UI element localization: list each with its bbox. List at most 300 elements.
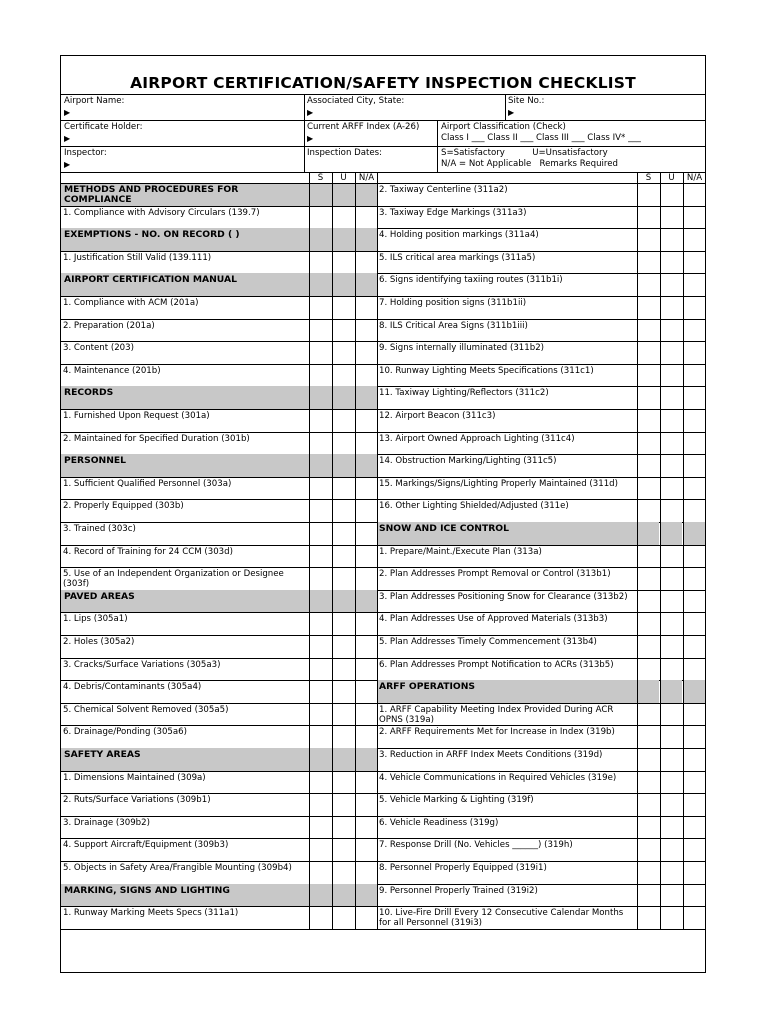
rating-box-s[interactable] bbox=[637, 454, 659, 477]
rating-box-s[interactable] bbox=[637, 477, 659, 500]
rating-box-s bbox=[309, 183, 332, 206]
checklist-item bbox=[61, 522, 309, 545]
item-label: 5. Chemical Solvent Removed (305a5) bbox=[63, 704, 229, 715]
section-title: PERSONNEL bbox=[64, 455, 127, 467]
rating-box-u[interactable] bbox=[660, 884, 682, 907]
rating-box-na[interactable] bbox=[683, 658, 705, 681]
rating-box-s[interactable] bbox=[309, 364, 332, 387]
section-title: SAFETY AREAS bbox=[64, 749, 141, 760]
classification-options: Class I ___ Class II ___ Class III ___ Class IV* ___ bbox=[441, 133, 641, 143]
row-rule bbox=[377, 183, 705, 184]
rating-box-na[interactable] bbox=[355, 296, 378, 319]
rating-box-u bbox=[332, 590, 355, 613]
inspection-checklist-form bbox=[60, 55, 706, 973]
rating-box-na[interactable] bbox=[355, 838, 378, 861]
arrow-icon: ▶ bbox=[64, 108, 71, 117]
rating-box-s[interactable] bbox=[637, 251, 659, 274]
rating-box-u[interactable] bbox=[332, 545, 355, 568]
checklist-item bbox=[61, 906, 309, 929]
rating-box-u[interactable] bbox=[660, 748, 682, 771]
rating-box-u[interactable] bbox=[332, 567, 355, 590]
item-label: 3. Cracks/Surface Variations (305a3) bbox=[63, 659, 221, 670]
checklist-item bbox=[377, 273, 637, 296]
item-label: 8. Personnel Properly Equipped (319i1) bbox=[379, 863, 547, 873]
rating-box-s[interactable] bbox=[637, 341, 659, 364]
rating-box-na[interactable] bbox=[355, 477, 378, 500]
header-divider bbox=[437, 120, 438, 172]
rating-box-na[interactable] bbox=[683, 499, 705, 522]
rating-box-s[interactable] bbox=[309, 612, 332, 635]
header-divider bbox=[505, 94, 506, 120]
checklist-item bbox=[61, 612, 309, 635]
checklist-item bbox=[377, 658, 637, 681]
row-rule bbox=[377, 929, 705, 930]
rating-box-na[interactable] bbox=[683, 771, 705, 794]
rating-box-u[interactable] bbox=[660, 703, 682, 726]
rating-box-u[interactable] bbox=[660, 273, 682, 296]
checklist-item bbox=[61, 432, 309, 455]
rating-box-s[interactable] bbox=[637, 386, 659, 409]
item-label: 5. Use of an Independent Organization or Designee (303f) bbox=[63, 569, 284, 590]
rating-box-s[interactable] bbox=[637, 567, 659, 590]
rating-box-u[interactable] bbox=[332, 364, 355, 387]
rating-box-u[interactable] bbox=[332, 816, 355, 839]
item-label: 4. Record of Training for 24 CCM (303d) bbox=[63, 546, 233, 557]
checklist-item bbox=[377, 183, 637, 206]
rating-box-na[interactable] bbox=[683, 319, 705, 342]
rating-box-na[interactable] bbox=[683, 206, 705, 229]
rating-box-u[interactable] bbox=[660, 477, 682, 500]
item-label: 4. Debris/Contaminants (305a4) bbox=[63, 682, 202, 693]
rating-box-u[interactable] bbox=[660, 364, 682, 387]
rating-box-s bbox=[309, 748, 332, 771]
rating-box-u[interactable] bbox=[660, 590, 682, 613]
checklist-item bbox=[61, 703, 309, 726]
checklist-item bbox=[61, 341, 309, 364]
rating-box-na[interactable] bbox=[355, 680, 378, 703]
rating-box-u[interactable] bbox=[660, 454, 682, 477]
checklist-item bbox=[377, 884, 637, 907]
rating-box-u bbox=[332, 273, 355, 296]
form-title: AIRPORT CERTIFICATION/SAFETY INSPECTION CHECKLIST bbox=[130, 74, 636, 92]
right-u-heading: U bbox=[668, 173, 675, 183]
rating-box-s[interactable] bbox=[637, 816, 659, 839]
right-na-heading: N/A bbox=[686, 173, 703, 183]
rating-box-u[interactable] bbox=[332, 409, 355, 432]
rating-box-u[interactable] bbox=[332, 771, 355, 794]
arrow-icon: ▶ bbox=[307, 108, 314, 117]
item-label: 8. ILS Critical Area Signs (311b1iii) bbox=[379, 320, 528, 331]
rating-box-na[interactable] bbox=[355, 409, 378, 432]
inspector-field[interactable] bbox=[64, 148, 107, 170]
rating-box-na[interactable] bbox=[683, 703, 705, 726]
rating-box-na[interactable] bbox=[683, 386, 705, 409]
rating-box-u[interactable] bbox=[660, 906, 682, 929]
rating-box-s[interactable] bbox=[637, 793, 659, 816]
rating-box-s[interactable] bbox=[309, 861, 332, 884]
checklist-item bbox=[61, 206, 309, 229]
rating-box-na[interactable] bbox=[355, 499, 378, 522]
checklist-item bbox=[377, 341, 637, 364]
rating-box-na[interactable] bbox=[683, 838, 705, 861]
rating-box-s bbox=[309, 273, 332, 296]
rating-box-u[interactable] bbox=[332, 906, 355, 929]
rating-box-u bbox=[332, 884, 355, 907]
checklist-item bbox=[377, 432, 637, 455]
section-title: MARKING, SIGNS AND LIGHTING bbox=[64, 884, 230, 896]
section-header bbox=[61, 228, 309, 251]
rating-box-na[interactable] bbox=[355, 635, 378, 658]
item-label: 3. Drainage (309b2) bbox=[63, 817, 150, 828]
rating-box-u[interactable] bbox=[660, 183, 682, 206]
rating-box-u[interactable] bbox=[332, 499, 355, 522]
item-label: 2. Plan Addresses Prompt Removal or Control (313b1) bbox=[379, 569, 611, 580]
checklist-item bbox=[61, 251, 309, 274]
item-label: 4. Holding position markings (311a4) bbox=[379, 230, 539, 241]
checklist-item bbox=[377, 296, 637, 319]
left-na-heading: N/A bbox=[358, 173, 375, 183]
rating-box-na[interactable] bbox=[683, 183, 705, 206]
rating-box-na[interactable] bbox=[355, 703, 378, 726]
rating-box-u[interactable] bbox=[332, 341, 355, 364]
checklist-item bbox=[61, 477, 309, 500]
rating-box-na[interactable] bbox=[683, 748, 705, 771]
rating-box-na[interactable] bbox=[683, 432, 705, 455]
rating-box-s[interactable] bbox=[309, 545, 332, 568]
rating-box-s bbox=[309, 454, 332, 477]
rating-box-u[interactable] bbox=[660, 296, 682, 319]
column-rule bbox=[377, 172, 378, 929]
rating-box-na[interactable] bbox=[355, 771, 378, 794]
rating-box-u[interactable] bbox=[332, 477, 355, 500]
rating-box-u[interactable] bbox=[660, 206, 682, 229]
rating-box-na[interactable] bbox=[355, 341, 378, 364]
section-header bbox=[61, 183, 309, 206]
item-label: 11. Taxiway Lighting/Reflectors (311c2) bbox=[379, 388, 549, 399]
checklist-item bbox=[61, 861, 309, 884]
rating-box-u[interactable] bbox=[660, 793, 682, 816]
rating-box-s[interactable] bbox=[637, 703, 659, 726]
checklist-item bbox=[377, 454, 637, 477]
rating-box-na[interactable] bbox=[355, 545, 378, 568]
rating-box-s bbox=[637, 680, 659, 703]
rating-box-s[interactable] bbox=[637, 590, 659, 613]
rating-box-na[interactable] bbox=[355, 522, 378, 545]
rating-box-u[interactable] bbox=[660, 567, 682, 590]
rating-box-s[interactable] bbox=[309, 635, 332, 658]
left-s-heading: S bbox=[317, 173, 324, 183]
item-label: 9. Signs internally illuminated (311b2) bbox=[379, 343, 545, 354]
certificate-holder-field[interactable] bbox=[64, 122, 143, 144]
checklist-item bbox=[61, 567, 309, 590]
rating-box-u[interactable] bbox=[660, 319, 682, 342]
rating-box-s[interactable] bbox=[637, 635, 659, 658]
checklist-item bbox=[377, 319, 637, 342]
rating-box-u[interactable] bbox=[660, 545, 682, 568]
rating-box-s[interactable] bbox=[309, 567, 332, 590]
rating-box-u[interactable] bbox=[332, 680, 355, 703]
checklist-item bbox=[377, 635, 637, 658]
rating-box-u[interactable] bbox=[660, 251, 682, 274]
checklist-item bbox=[61, 545, 309, 568]
section-header bbox=[61, 748, 309, 771]
rating-box-u[interactable] bbox=[660, 612, 682, 635]
rating-box-na[interactable] bbox=[355, 816, 378, 839]
site-no-field[interactable] bbox=[508, 96, 544, 118]
item-label: 2. Ruts/Surface Variations (309b1) bbox=[63, 795, 211, 806]
rating-box-s[interactable] bbox=[637, 409, 659, 432]
item-label: 1. Compliance with ACM (201a) bbox=[63, 298, 199, 308]
rating-box-na[interactable] bbox=[683, 364, 705, 387]
rating-box-na bbox=[355, 183, 378, 206]
item-label: 1. Compliance with Advisory Circulars (139.7) bbox=[63, 207, 260, 218]
rating-box-na[interactable] bbox=[355, 206, 378, 229]
rating-box-s[interactable] bbox=[309, 793, 332, 816]
rating-box-na[interactable] bbox=[355, 793, 378, 816]
rating-box-na[interactable] bbox=[683, 861, 705, 884]
checklist-item bbox=[61, 771, 309, 794]
rating-box-u[interactable] bbox=[332, 206, 355, 229]
rating-box-na[interactable] bbox=[355, 364, 378, 387]
item-label: 6. Vehicle Readiness (319g) bbox=[379, 817, 499, 828]
rating-box-na[interactable] bbox=[683, 635, 705, 658]
checklist-item bbox=[377, 228, 637, 251]
rating-box-u bbox=[660, 680, 682, 703]
rating-box-s[interactable] bbox=[637, 319, 659, 342]
rating-box-s[interactable] bbox=[309, 409, 332, 432]
rating-box-s[interactable] bbox=[309, 771, 332, 794]
section-header bbox=[61, 454, 309, 477]
rating-box-u bbox=[332, 228, 355, 251]
rating-box-u[interactable] bbox=[660, 771, 682, 794]
rating-box-s[interactable] bbox=[309, 725, 332, 748]
checklist-item bbox=[377, 703, 637, 726]
rating-box-u[interactable] bbox=[332, 522, 355, 545]
rating-box-s[interactable] bbox=[309, 703, 332, 726]
rating-box-u[interactable] bbox=[332, 861, 355, 884]
rating-box-s[interactable] bbox=[637, 906, 659, 929]
rating-box-na[interactable] bbox=[683, 725, 705, 748]
rating-box-s[interactable] bbox=[309, 680, 332, 703]
rating-box-s[interactable] bbox=[309, 906, 332, 929]
rating-box-u[interactable] bbox=[660, 861, 682, 884]
rating-box-na[interactable] bbox=[683, 884, 705, 907]
rating-box-s[interactable] bbox=[637, 838, 659, 861]
rating-box-u[interactable] bbox=[332, 432, 355, 455]
rating-box-s[interactable] bbox=[637, 364, 659, 387]
inspection-dates-field[interactable] bbox=[307, 148, 382, 159]
item-label: 1. Prepare/Maint./Execute Plan (313a) bbox=[379, 546, 542, 557]
checklist-item bbox=[377, 409, 637, 432]
rating-box-na[interactable] bbox=[355, 861, 378, 884]
column-rule bbox=[637, 172, 638, 929]
item-label: 4. Maintenance (201b) bbox=[63, 365, 161, 376]
right-s-heading: S bbox=[645, 173, 652, 183]
rating-box-s[interactable] bbox=[309, 499, 332, 522]
checklist-item bbox=[61, 838, 309, 861]
rating-box-u[interactable] bbox=[660, 816, 682, 839]
rating-box-s[interactable] bbox=[309, 251, 332, 274]
checklist-item bbox=[61, 296, 309, 319]
rating-box-na[interactable] bbox=[683, 816, 705, 839]
item-label: 3. Taxiway Edge Markings (311a3) bbox=[379, 207, 527, 218]
item-label: 15. Markings/Signs/Lighting Properly Maintained (311d) bbox=[379, 478, 618, 489]
checklist-item bbox=[61, 319, 309, 342]
rating-box-u[interactable] bbox=[660, 658, 682, 681]
rating-box-s[interactable] bbox=[637, 748, 659, 771]
rating-box-na[interactable] bbox=[683, 793, 705, 816]
rating-legend bbox=[441, 148, 618, 170]
item-label: 2. ARFF Requirements Met for Increase in Index (319b) bbox=[379, 727, 615, 738]
arrow-icon: ▶ bbox=[64, 134, 71, 143]
rating-box-na[interactable] bbox=[355, 251, 378, 274]
rating-box-s[interactable] bbox=[309, 432, 332, 455]
classification-field[interactable] bbox=[441, 122, 641, 144]
rating-box-s[interactable] bbox=[309, 522, 332, 545]
rating-box-na[interactable] bbox=[355, 658, 378, 681]
checklist-item bbox=[377, 386, 637, 409]
rating-box-u[interactable] bbox=[332, 612, 355, 635]
item-label: 6. Drainage/Ponding (305a6) bbox=[63, 727, 187, 738]
rating-box-s[interactable] bbox=[637, 206, 659, 229]
section-title: ARFF OPERATIONS bbox=[379, 681, 476, 693]
rating-box-s[interactable] bbox=[637, 183, 659, 206]
checklist-item bbox=[377, 251, 637, 274]
item-label: 1. Furnished Upon Request (301a) bbox=[63, 411, 210, 421]
arrow-icon: ▶ bbox=[64, 160, 71, 169]
rating-box-s[interactable] bbox=[637, 228, 659, 251]
rating-box-s[interactable] bbox=[637, 273, 659, 296]
rating-box-na[interactable] bbox=[355, 906, 378, 929]
rating-box-s[interactable] bbox=[637, 545, 659, 568]
classification-label: Airport Classification (Check) bbox=[441, 122, 566, 132]
rating-box-na[interactable] bbox=[355, 567, 378, 590]
rating-box-u[interactable] bbox=[332, 251, 355, 274]
rating-box-na[interactable] bbox=[683, 409, 705, 432]
rating-box-u bbox=[332, 748, 355, 771]
rating-box-na bbox=[355, 454, 378, 477]
column-rule bbox=[355, 172, 356, 929]
rating-box-na[interactable] bbox=[683, 477, 705, 500]
rating-box-u[interactable] bbox=[660, 838, 682, 861]
rating-box-s[interactable] bbox=[309, 816, 332, 839]
rating-box-s[interactable] bbox=[637, 725, 659, 748]
city-state-field[interactable] bbox=[307, 96, 404, 118]
rating-box-na[interactable] bbox=[355, 432, 378, 455]
rating-box-s[interactable] bbox=[309, 341, 332, 364]
rating-box-u[interactable] bbox=[660, 341, 682, 364]
header-rule bbox=[61, 94, 705, 95]
section-title: SNOW AND ICE CONTROL bbox=[379, 523, 509, 534]
item-label: 2. Preparation (201a) bbox=[63, 320, 155, 331]
section-header bbox=[61, 590, 309, 613]
rating-box-s[interactable] bbox=[309, 296, 332, 319]
rating-box-na[interactable] bbox=[683, 251, 705, 274]
rating-box-na[interactable] bbox=[683, 296, 705, 319]
checklist-item bbox=[377, 793, 637, 816]
arff-index-field[interactable] bbox=[307, 122, 419, 144]
rating-box-na bbox=[355, 228, 378, 251]
rating-box-s[interactable] bbox=[637, 499, 659, 522]
rating-box-u[interactable] bbox=[332, 658, 355, 681]
rating-box-u[interactable] bbox=[332, 793, 355, 816]
rating-box-na[interactable] bbox=[355, 319, 378, 342]
checklist-item bbox=[61, 658, 309, 681]
rating-box-na[interactable] bbox=[683, 567, 705, 590]
rating-box-u[interactable] bbox=[332, 703, 355, 726]
item-label: 4. Vehicle Communications in Required Vehicles (319e) bbox=[379, 772, 617, 783]
rating-box-s[interactable] bbox=[637, 861, 659, 884]
rating-box-u[interactable] bbox=[660, 725, 682, 748]
arff-index-label: Current ARFF Index (A-26) bbox=[307, 122, 420, 132]
section-title: PAVED AREAS bbox=[64, 590, 135, 602]
rating-box-na[interactable] bbox=[683, 545, 705, 568]
checklist-item bbox=[61, 793, 309, 816]
legend-line-2: N/A = Not Applicable Remarks Required bbox=[441, 159, 619, 169]
rating-box-s bbox=[309, 228, 332, 251]
rating-box-u[interactable] bbox=[332, 319, 355, 342]
rating-box-na[interactable] bbox=[683, 454, 705, 477]
rating-box-u[interactable] bbox=[660, 386, 682, 409]
rating-box-s[interactable] bbox=[637, 658, 659, 681]
rating-box-na[interactable] bbox=[683, 590, 705, 613]
rating-box-s[interactable] bbox=[637, 884, 659, 907]
checklist-item bbox=[61, 635, 309, 658]
rating-box-s[interactable] bbox=[309, 477, 332, 500]
item-label: 3. Plan Addresses Positioning Snow for Clearance (313b2) bbox=[379, 591, 628, 602]
item-label: 4. Plan Addresses Use of Approved Materials (313b3) bbox=[379, 614, 608, 625]
rating-box-s[interactable] bbox=[637, 432, 659, 455]
rating-box-s[interactable] bbox=[309, 319, 332, 342]
rating-box-u[interactable] bbox=[660, 409, 682, 432]
rating-box-na[interactable] bbox=[683, 228, 705, 251]
rating-box-u[interactable] bbox=[332, 838, 355, 861]
rating-box-na[interactable] bbox=[683, 906, 705, 929]
item-label: 3. Reduction in ARFF Index Meets Conditions (319d) bbox=[379, 750, 603, 760]
item-label: 3. Trained (303c) bbox=[63, 524, 136, 534]
rating-box-na[interactable] bbox=[355, 612, 378, 635]
rating-box-s[interactable] bbox=[637, 612, 659, 635]
rating-box-s[interactable] bbox=[309, 838, 332, 861]
rating-box-u[interactable] bbox=[332, 725, 355, 748]
rating-box-u bbox=[660, 522, 682, 545]
rating-box-s[interactable] bbox=[309, 658, 332, 681]
rating-box-na[interactable] bbox=[683, 273, 705, 296]
rating-box-na[interactable] bbox=[683, 612, 705, 635]
item-label: 5. Plan Addresses Timely Commencement (313b4) bbox=[379, 637, 597, 647]
airport-name-label: Airport Name: bbox=[64, 96, 125, 106]
rating-box-na[interactable] bbox=[683, 341, 705, 364]
rating-box-s[interactable] bbox=[309, 206, 332, 229]
rating-box-s[interactable] bbox=[637, 771, 659, 794]
rating-box-u[interactable] bbox=[660, 228, 682, 251]
checklist-item bbox=[377, 206, 637, 229]
airport-name-field[interactable] bbox=[64, 96, 124, 118]
column-rule bbox=[309, 172, 310, 929]
rating-box-u[interactable] bbox=[332, 296, 355, 319]
checklist-item bbox=[377, 364, 637, 387]
rating-box-s[interactable] bbox=[637, 296, 659, 319]
item-label: 2. Properly Equipped (303b) bbox=[63, 501, 184, 512]
rating-box-na[interactable] bbox=[355, 725, 378, 748]
rating-box-u[interactable] bbox=[660, 499, 682, 522]
rating-box-na bbox=[683, 522, 705, 545]
rating-box-u[interactable] bbox=[660, 432, 682, 455]
item-label: 13. Airport Owned Approach Lighting (311c4) bbox=[379, 433, 575, 444]
rating-box-u[interactable] bbox=[660, 635, 682, 658]
rating-box-na bbox=[355, 590, 378, 613]
rating-box-u[interactable] bbox=[332, 635, 355, 658]
